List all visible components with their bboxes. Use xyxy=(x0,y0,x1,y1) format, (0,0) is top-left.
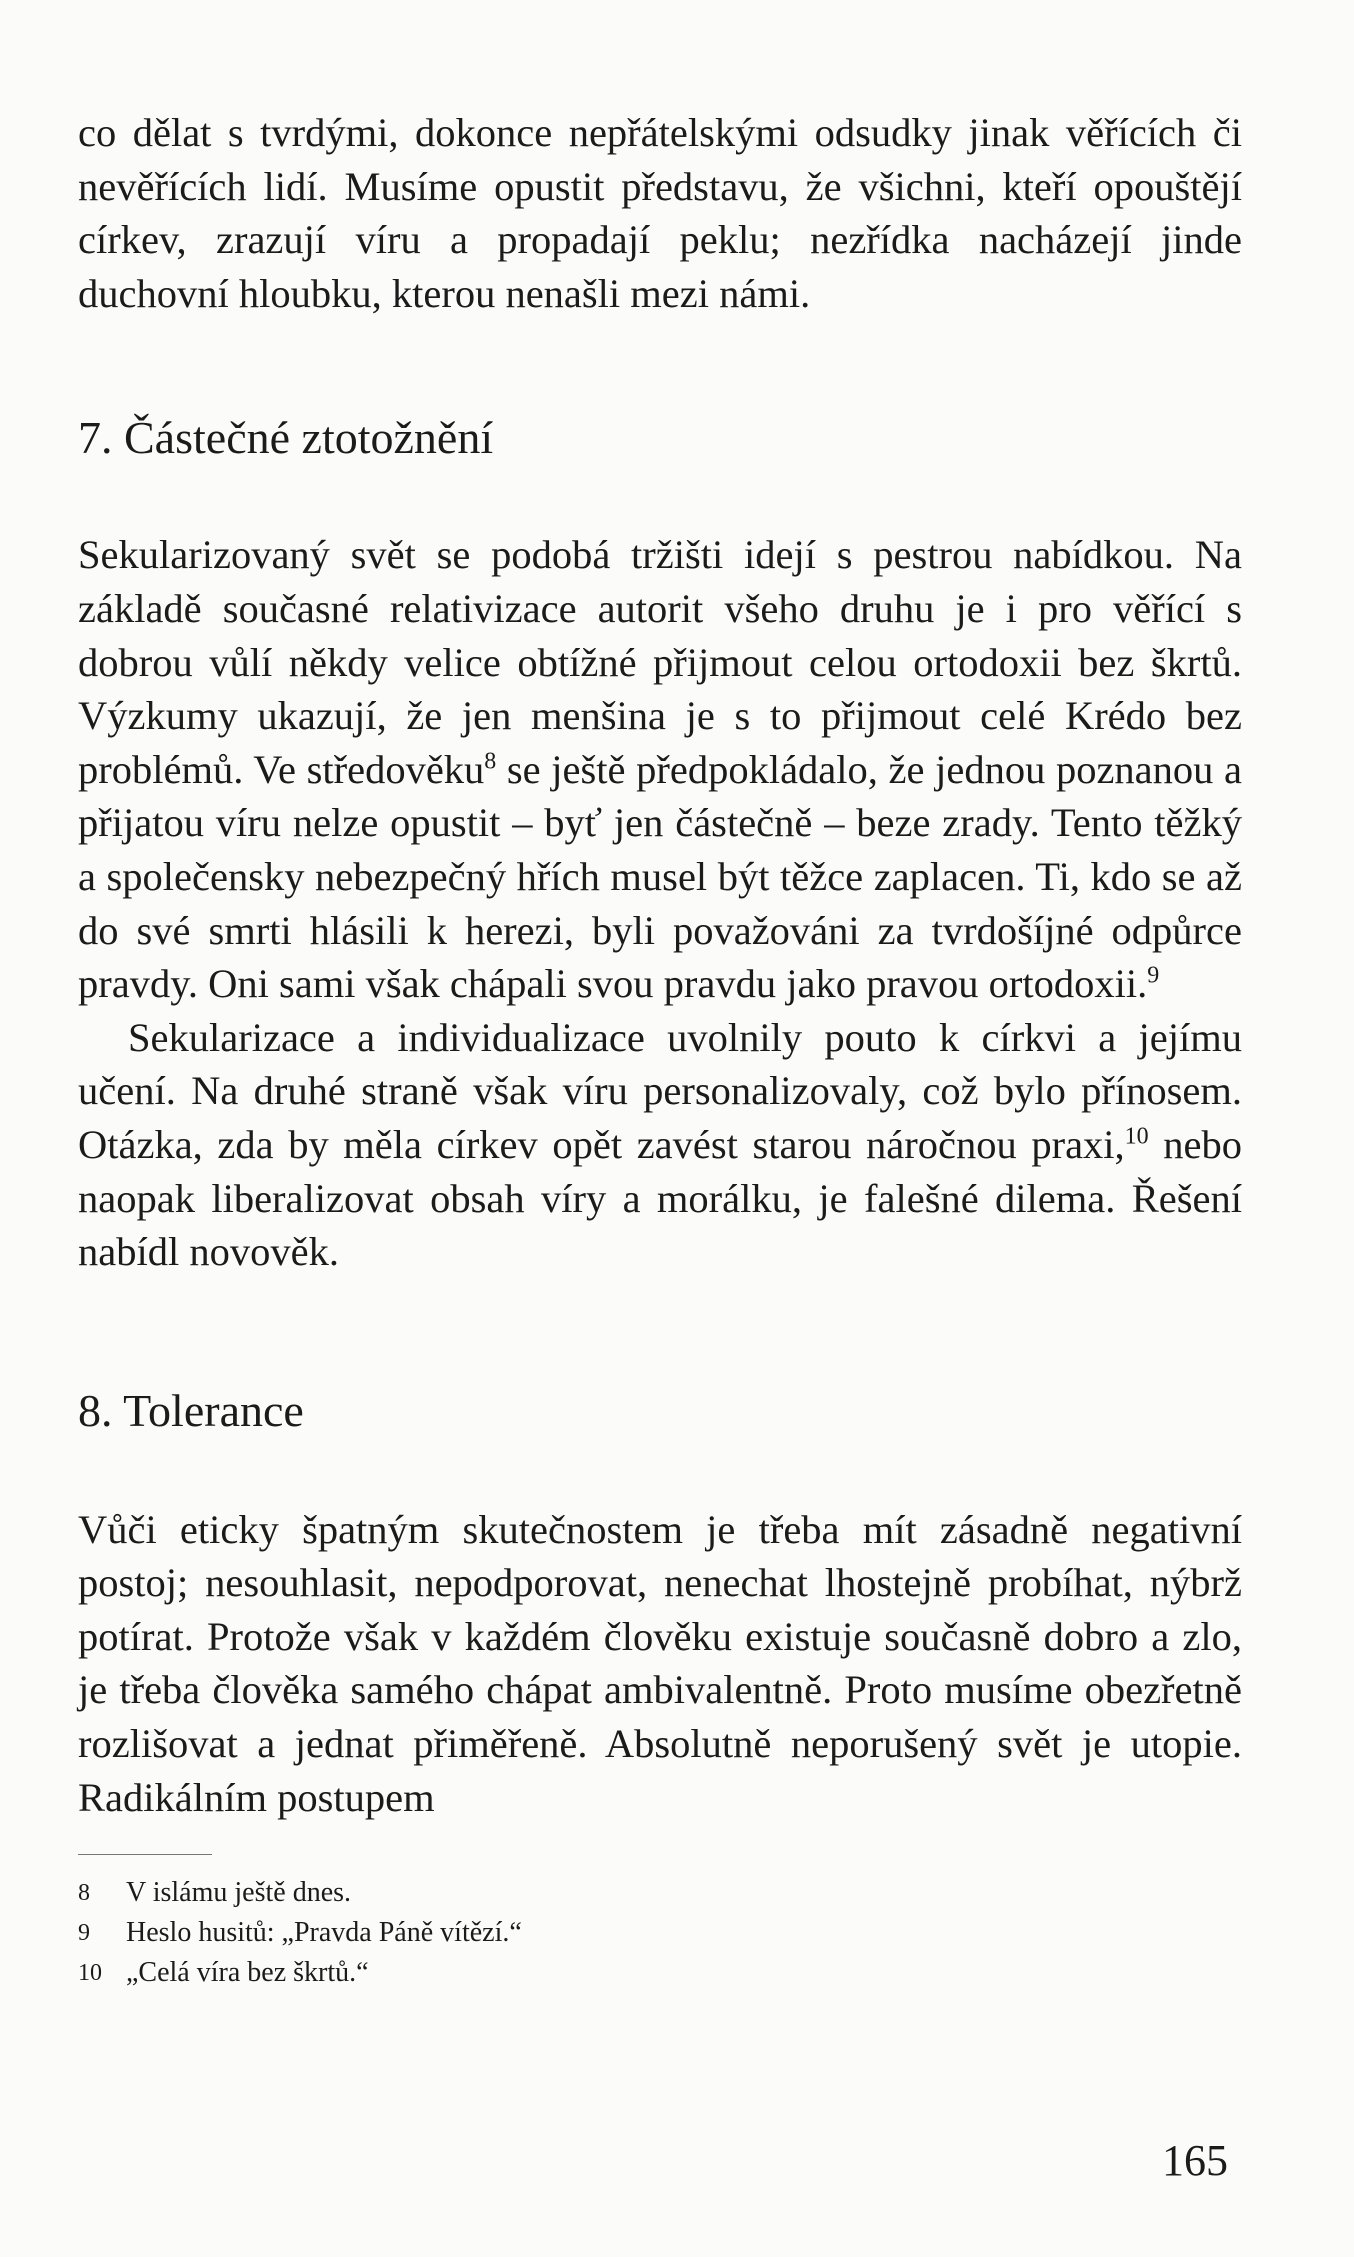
footnote-text: „Celá víra bez škrtů.“ xyxy=(126,1957,369,1989)
footnote-9 xyxy=(78,1913,1242,1953)
paragraph-s7-1 xyxy=(78,528,1242,1010)
footnote-text: Heslo husitů: „Pravda Páně vítězí.“ xyxy=(126,1917,522,1949)
paragraph-s7-1-text-a: Sekularizovaný svět se podobá tržišti idejí s pestrou nabídkou. Na základě současné relativizace autorit všeho druhu je i pro věřící s dobrou vůlí někdy velice obtížné přijmout celou ortodoxii bez škrtů. Výzkumy ukazují, že jen menšina je s to přijmout celé Krédo bez problémů. Ve středověku xyxy=(78,532,1242,792)
footnote-ref-10[interactable]: 10 xyxy=(1124,1123,1149,1150)
footnote-number: 8 xyxy=(78,1880,90,1907)
footnote-ref-8[interactable]: 8 xyxy=(484,748,497,775)
page-body xyxy=(78,106,1242,1993)
footnote-ref-9[interactable]: 9 xyxy=(1147,962,1160,989)
footnote-10 xyxy=(78,1953,1242,1993)
section-heading-8: 8. Tolerance xyxy=(78,1384,304,1436)
footnote-number: 10 xyxy=(78,1960,102,1987)
footnote-divider xyxy=(78,1854,212,1855)
footnote-text: V islámu ještě dnes. xyxy=(126,1877,352,1909)
page-number: 165 xyxy=(1162,2136,1228,2185)
section-heading-7: 7. Částečné ztotožnění xyxy=(78,412,494,464)
footnote-number: 9 xyxy=(78,1920,90,1947)
footnotes xyxy=(78,1873,1242,1993)
paragraph-intro: co dělat s tvrdými, dokonce nepřátelskými odsudky jinak věřících či nevěřících lidí. Musíme opustit představu, že všichni, kteří opouštějí církev, zrazují víru a propadají peklu; nezřídka nacházejí jinde duchovní hloubku, kterou nenašli mezi námi. xyxy=(78,110,1242,316)
paragraph-s7-2-text-b: nebo naopak liberalizovat obsah víry a morálku, je falešné dilema. Řešení nabídl novověk. xyxy=(78,1121,1242,1275)
paragraph-s8-1: Vůči eticky špatným skutečnostem je třeba mít zásadně negativní postoj; nesouhlasit, nepodporovat, nenechat lhostejně probíhat, nýbrž potírat. Protože však v každém člověku existuje současně dobro a zlo, je třeba člověka samého chápat ambivalentně. Proto musíme obezřetně rozlišovat a jednat přiměřeně. Absolutně neporušený svět je utopie. Radikálním postupem xyxy=(78,1506,1242,1820)
paragraph-s7-1-text-b: se ještě předpokládalo, že jednou poznanou a přijatou víru nelze opustit – byť jen částečně – beze zrady. Tento těžký a společensky nebezpečný hřích musel být těžce zaplacen. Ti, kdo se až do své smrti hlásili k herezi, byli považováni za tvrdošíjné odpůrce pravdy. Oni sami však chápali svou pravdu jako pravou ortodoxii. xyxy=(78,746,1243,1007)
footnote-8 xyxy=(78,1873,1242,1913)
paragraph-s7-2 xyxy=(78,1011,1242,1279)
paragraph-s7-2-text-a: Sekularizace a individualizace uvolnily pouto k církvi a jejímu učení. Na druhé straně však víru personalizovaly, což bylo přínosem. Otázka, zda by měla církev opět zavést starou náročnou praxi, xyxy=(78,1014,1242,1167)
